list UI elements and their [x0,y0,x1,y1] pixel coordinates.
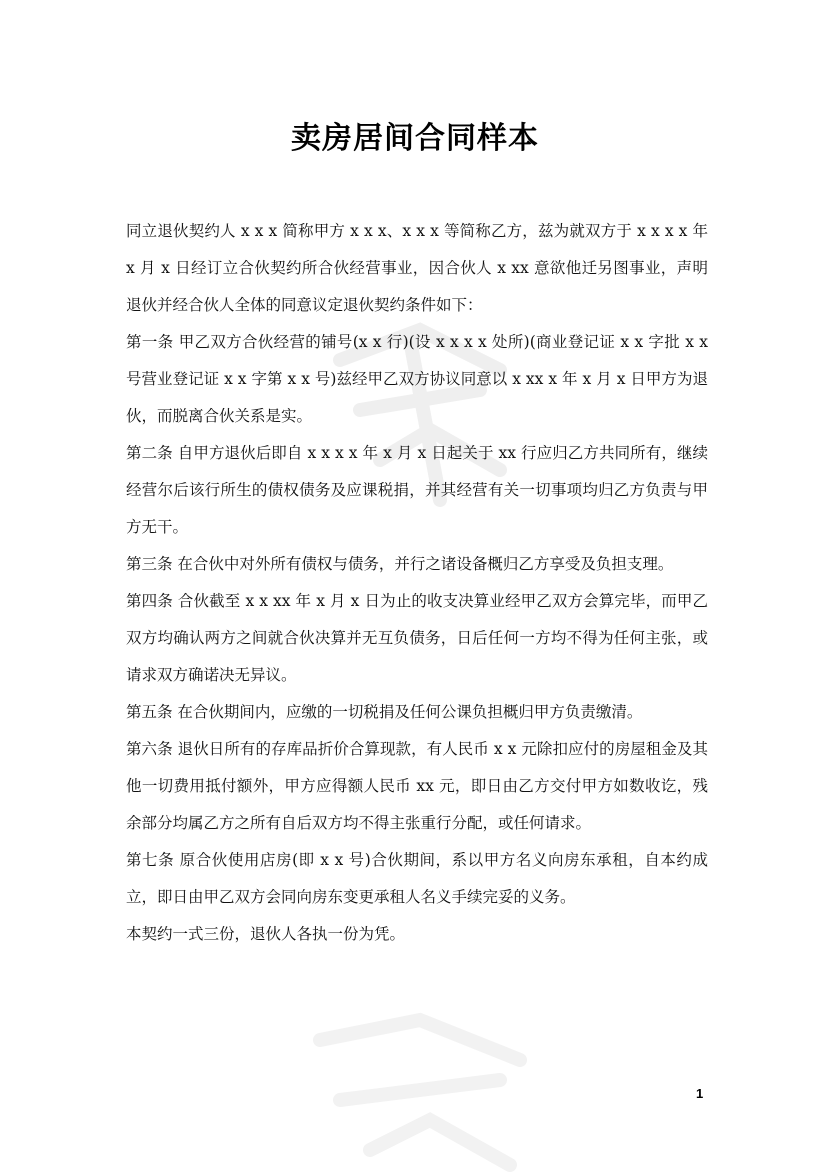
clause-2: 第二条 自甲方退伙后即自 x x x x 年 x 月 x 日起关于 xx 行应归乙方共同所有，继续经营尔后该行所生的债权债务及应课税捐，并其经营有关一切事项均归乙方负责与甲方无干。 [126,444,708,536]
document-title: 卖房居间合同样本 [291,121,539,156]
paragraph-intro: 同立退伙契约人 x x x 简称甲方 x x x、x x x 等简称乙方，兹为就双方于 x x x x 年 x 月 x 日经订立合伙契约所合伙经营事业，因合伙人 x xx 意欲他迁另图事业，声明退伙并经合伙人全体的同意议定退伙契约条件如下： [126,222,708,314]
clause-7: 第七条 原合伙使用店房(即 x x 号)合伙期间，系以甲方名义向房东承租，自本约成立，即日由甲乙双方会同向房东变更承租人名义手续完妥的义务。 [126,851,708,906]
clause-4: 第四条 合伙截至 x x xx 年 x 月 x 日为止的收支决算业经甲乙双方会算完毕，而甲乙双方均确认两方之间就合伙决算并无互负债务，日后任何一方均不得为任何主张，或请求双方确诺决无异议。 [126,592,708,684]
clause-6: 第六条 退伙日所有的存库品折价合算现款，有人民币 x x 元除扣应付的房屋租金及其他一切费用抵付额外，甲方应得额人民币 xx 元，即日由乙方交付甲方如数收讫，残余部分均属乙方之所有自后双方均不得主张重行分配，或任何请求。 [126,740,708,832]
clause-5: 第五条 在合伙期间内，应缴的一切税捐及任何公课负担概归甲方负责缴清。 [126,703,643,721]
closing-paragraph: 本契约一式三份，退伙人各执一份为凭。 [126,925,406,943]
watermark-logo-bottom [280,1000,580,1173]
clause-1: 第一条 甲乙双方合伙经营的铺号(x x 行)(设 x x x x 处所)(商业登记证 x x 字批 x x 号营业登记证 x x 字第 x x 号)兹经甲乙双方协议同意以 x xx x 年 x 月 x 日甲方为退伙，而脱离合伙关系是实。 [126,333,708,425]
document-body [126,213,708,953]
clause-3: 第三条 在合伙中对外所有债权与债务，并行之诸设备概归乙方享受及负担支理。 [126,555,674,573]
page-number: 1 [696,1086,704,1101]
